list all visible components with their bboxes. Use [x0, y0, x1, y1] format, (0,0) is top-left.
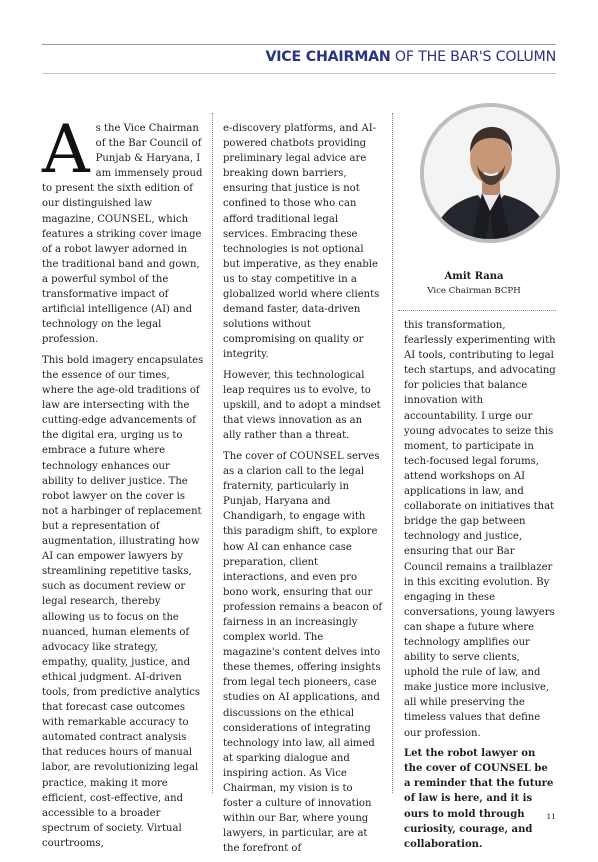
header-title-strong: VICE CHAIRMAN — [265, 49, 391, 65]
article-paragraph: e-discovery platforms, and AI-powered chatbots providing preliminary legal advice are breaking down barriers, ensuring that justice is not confined to those who can afford traditional legal services. Embracing these technologies is not optional but imperative, as they enable us to stay competitive in a globalized world where clients demand faster, data-driven solutions without compromising on quality or integrity. — [223, 123, 380, 361]
article-paragraph: this transformation, fearlessly experimenting with AI tools, contributing to legal tech startups, and advocating for policies that balance innovation with accountability. I urge our young advocates to seize this moment, to participate in tech-focused legal forums, attend workshops on AI applications in law, and collaborate on initiatives that bridge the gap between technology and justice, ensuring that our Bar Council remains a trailblazer in this exciting evolution. By engaging in these conversations, young lawyers can shape a future where technology amplifies our ability to serve clients, uphold the rule of law, and make justice more inclusive, all while preserving the timeless values that define our profession. — [404, 320, 556, 739]
page-number: 11 — [546, 812, 556, 821]
paragraph-text: s the Vice Chairman of the Bar Council of Punjab & Haryana, I am immensely proud to present the sixth edition of our distinguished law magazine, COUNSEL, which features a striking cover image of a robot lawyer adorned in the traditional band and gown, a powerful symbol of the transformative impact of artificial intelligence (AI) and technology on the legal profession. — [42, 123, 203, 346]
header-rule — [42, 73, 556, 74]
column-divider-right — [392, 113, 393, 793]
article-paragraph — [42, 111, 204, 347]
header-title-rest: OF THE BAR'S COLUMN — [390, 49, 556, 65]
profile-photo — [420, 103, 560, 243]
drop-cap: A — [42, 111, 90, 188]
article-column-2 — [223, 121, 383, 862]
article-paragraph: This bold imagery encapsulates the essence of our times, where the age-old traditions of law are intersecting with the cutting-edge advancements of the digital era, urging us to embrace a future where technology enhances our ability to deliver justice. The robot lawyer on the cover is not a harbinger of replacement but a representation of augmentation, illustrating how AI can empower lawyers by streamlining repetitive tasks, such as document review or legal research, thereby allowing us to focus on the nuanced, human elements of advocacy like strategy, empathy, quality, justice, and ethical judgment. AI-driven tools, from predictive analytics that forecast case outcomes with remarkable accuracy to automated contract analysis that reduces hours of manual labor, are revolutionizing legal practice, making it more efficient, cost-effective, and accessible to a broader spectrum of society. Virtual courtrooms, — [42, 354, 204, 849]
article-column-3 — [404, 318, 556, 857]
profile-name: Amit Rana — [444, 271, 504, 282]
article-paragraph: However, this technological leap requires us to evolve, to upskill, and to adopt a mindset that views innovation as an ally rather than a threat. — [223, 370, 381, 442]
portrait-illustration — [424, 107, 556, 239]
closing-statement: Let the robot lawyer on the cover of COUNSEL be a reminder that the future of law is here, and it is ours to mold through curiosity, courage, and collaboration. — [404, 748, 554, 850]
sidebar-divider — [398, 310, 556, 311]
column-divider-left — [212, 113, 213, 793]
profile-role: Vice Chairman BCPH — [427, 286, 521, 296]
column-header — [265, 49, 556, 65]
top-rule — [42, 44, 556, 45]
article-column-1 — [42, 111, 204, 857]
article-paragraph: The cover of COUNSEL serves as a clarion call to the legal fraternity, particularly in Punjab, Haryana and Chandigarh, to engage with this paradigm shift, to explore how AI can enhance case preparation, client interactions, and even pro bono work, ensuring that our profession remains a beacon of fairness in an increasingly complex world. The magazine's content delves into these themes, offering insights from legal tech pioneers, case studies on AI applications, and discussions on the ethical considerations of integrating technology into law, all aimed at sparking dialogue and inspiring action. As Vice Chairman, my vision is to foster a culture of innovation within our Bar, where young lawyers, in particular, are at the forefront of — [223, 450, 383, 855]
